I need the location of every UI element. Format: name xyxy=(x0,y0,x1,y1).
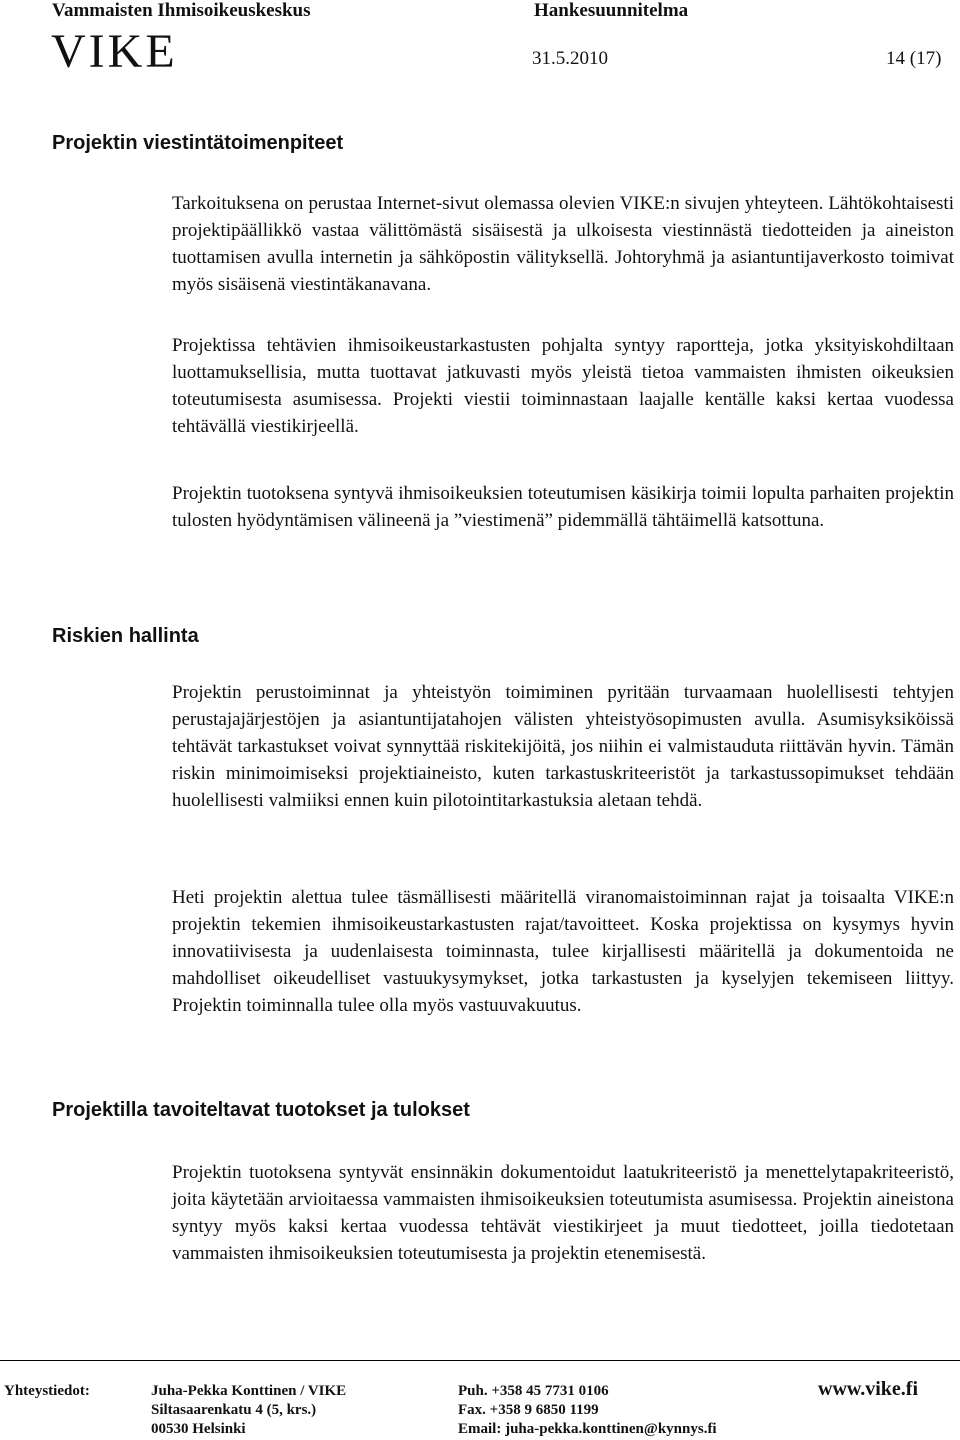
header-date: 31.5.2010 xyxy=(532,48,608,69)
paragraph: Projektissa tehtävien ihmisoikeustarkastusten pohjalta syntyy raportteja, jotka yksityiskohdiltaan luottamuksellisia, mutta tuottavat jatkuvasti myös yleistä tietoa vammaisten ihmisten oikeuksien toteutumisesta asumisessa. Projekti viestii toiminnastaan laajalle kentälle kaksi kertaa vuodessa tehtävällä viestikirjeellä. xyxy=(172,335,954,437)
footer-street-address: Siltasaarenkatu 4 (5, krs.) xyxy=(151,1402,317,1418)
footer-fax: Fax. +358 9 6850 1199 xyxy=(458,1402,599,1418)
footer-divider xyxy=(0,1360,960,1361)
vike-logo: VIKE xyxy=(51,25,178,78)
footer-phone: Puh. +358 45 7731 0106 xyxy=(458,1383,609,1399)
section-heading-risk-management: Riskien hallinta xyxy=(52,625,199,647)
paragraph: Projektin tuotoksena syntyvät ensinnäkin dokumentoidut laatukriteeristö ja menettelytapakriteeristö, joita käytetään arvioitaessa vammaisten ihmisoikeuksien toteutumista asumisessa. Projektin aineistona syntyy myös kaksi kertaa vuodessa tehtävät viestikirjeet ja muut tiedotteet, joilla tiedotetaan vammaisten ihmisoikeuksien toteutumisesta ja projektin etenemisestä. xyxy=(172,1162,954,1264)
header-organization: Vammaisten Ihmisoikeuskeskus xyxy=(52,0,311,21)
section-heading-communication: Projektin viestintätoimenpiteet xyxy=(52,132,344,154)
footer-email[interactable]: Email: juha-pekka.konttinen@kynnys.fi xyxy=(458,1421,717,1437)
header-page-number: 14 (17) xyxy=(886,48,942,69)
footer-website-link[interactable]: www.vike.fi xyxy=(818,1378,918,1400)
page-footer xyxy=(0,1360,960,1440)
footer-contact-label: Yhteystiedot: xyxy=(4,1383,90,1399)
footer-city: 00530 Helsinki xyxy=(151,1421,246,1437)
section-heading-outputs: Projektilla tavoiteltavat tuotokset ja tulokset xyxy=(52,1099,470,1121)
page-header xyxy=(52,0,960,24)
footer-contact-name: Juha-Pekka Konttinen / VIKE xyxy=(151,1383,347,1399)
paragraph: Tarkoituksena on perustaa Internet-sivut olemassa olevien VIKE:n sivujen yhteyteen. Lähtökohtaisesti projektipäällikkö vastaa välittömästä sisäisestä ja ulkoisesta viestinnästä tiedotteiden ja aineiston tuottamisen avulla internetin ja sähköpostin välityksellä. Johtoryhmä ja asiantuntijaverkosto toimivat myös sisäisenä viestintäkanavana. xyxy=(172,193,954,295)
paragraph: Heti projektin alettua tulee täsmällisesti määritellä viranomaistoiminnan rajat ja toisaalta VIKE:n projektin tekemien ihmisoikeustarkastusten rajat/tavoitteet. Koska projektissa on kysymys hyvin innovatiivisesta ja uudenlaisesta toiminnasta, tulee kirjallisesti määritellä ja dokumentoida ne mahdolliset oikeudelliset vastuukysymykset, jotka tarkastusten ja kyselyjen tekemiseen liittyy. Projektin toiminnalla tulee olla myös vastuuvakuutus. xyxy=(172,887,954,1016)
header-document-type: Hankesuunnitelma xyxy=(534,0,689,21)
paragraph: Projektin perustoiminnat ja yhteistyön toimiminen pyritään turvaamaan huolellisesti tehtyjen perustajajärjestöjen ja asiantuntijatahojen välisten yhteistyösopimusten avulla. Asumisyksiköissä tehtävät tarkastukset voivat synnyttää riskitekijöitä, jos niihin ei valmistauduta riittävän hyvin. Tämän riskin minimoimiseksi projektiaineisto, kuten tarkastuskriteeristöt ja tarkastussopimukset tehdään huolellisesti valmiiksi ennen kuin pilotointitarkastuksia aletaan tehdä. xyxy=(172,682,954,811)
paragraph: Projektin tuotoksena syntyvä ihmisoikeuksien toteutumisen käsikirja toimii lopulta parhaiten projektin tulosten hyödyntämisen välineenä ja ”viestimenä” pidemmällä tähtäimellä katsottuna. xyxy=(172,483,954,531)
